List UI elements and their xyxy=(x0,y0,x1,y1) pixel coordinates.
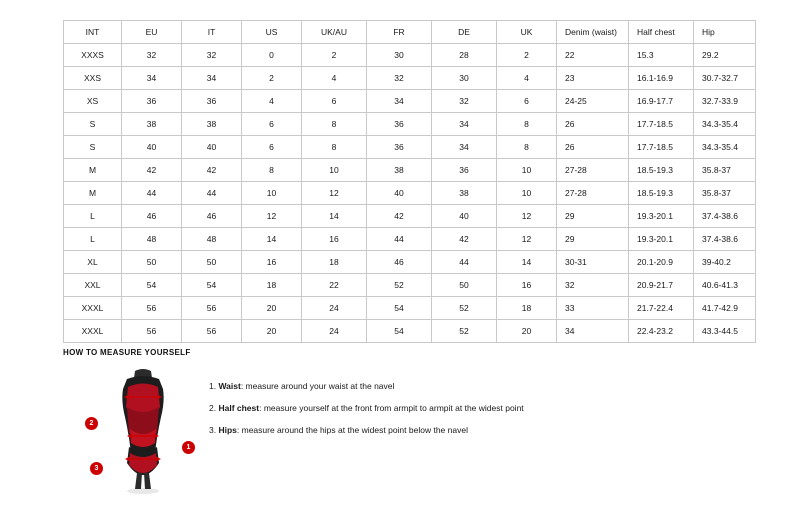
cell-it: 56 xyxy=(182,320,242,343)
cell-de: 52 xyxy=(432,320,497,343)
cell-ukau: 4 xyxy=(302,67,367,90)
measure-step-waist xyxy=(209,381,524,391)
cell-eu: 48 xyxy=(122,228,182,251)
cell-uk: 6 xyxy=(497,90,557,113)
cell-ukau: 18 xyxy=(302,251,367,274)
cell-half-chest: 18.5-19.3 xyxy=(629,159,694,182)
cell-int: L xyxy=(64,205,122,228)
cell-eu: 38 xyxy=(122,113,182,136)
cell-denim-waist: 29 xyxy=(557,228,629,251)
step-text: : measure around your waist at the navel xyxy=(240,381,395,391)
cell-half-chest: 16.9-17.7 xyxy=(629,90,694,113)
cell-us: 6 xyxy=(242,136,302,159)
mannequin-illustration xyxy=(97,367,189,495)
cell-ukau: 2 xyxy=(302,44,367,67)
cell-it: 56 xyxy=(182,297,242,320)
cell-us: 4 xyxy=(242,90,302,113)
cell-ukau: 14 xyxy=(302,205,367,228)
cell-eu: 40 xyxy=(122,136,182,159)
cell-de: 50 xyxy=(432,274,497,297)
cell-us: 20 xyxy=(242,320,302,343)
cell-denim-waist: 30-31 xyxy=(557,251,629,274)
cell-us: 10 xyxy=(242,182,302,205)
cell-fr: 46 xyxy=(367,251,432,274)
cell-hip: 37.4-38.6 xyxy=(694,228,756,251)
cell-int: S xyxy=(64,113,122,136)
cell-eu: 34 xyxy=(122,67,182,90)
cell-it: 48 xyxy=(182,228,242,251)
measure-step-half-chest xyxy=(209,403,524,413)
cell-int: XXXL xyxy=(64,297,122,320)
cell-hip: 32.7-33.9 xyxy=(694,90,756,113)
cell-de: 52 xyxy=(432,297,497,320)
table-row xyxy=(64,297,756,320)
cell-de: 36 xyxy=(432,159,497,182)
cell-half-chest: 19.3-20.1 xyxy=(629,228,694,251)
cell-int: M xyxy=(64,159,122,182)
cell-uk: 16 xyxy=(497,274,557,297)
cell-fr: 52 xyxy=(367,274,432,297)
step-term: Half chest xyxy=(218,403,260,414)
cell-fr: 36 xyxy=(367,113,432,136)
cell-denim-waist: 22 xyxy=(557,44,629,67)
cell-fr: 54 xyxy=(367,297,432,320)
table-row xyxy=(64,113,756,136)
cell-it: 36 xyxy=(182,90,242,113)
table-row xyxy=(64,251,756,274)
cell-denim-waist: 29 xyxy=(557,205,629,228)
cell-denim-waist: 34 xyxy=(557,320,629,343)
cell-us: 12 xyxy=(242,205,302,228)
cell-it: 40 xyxy=(182,136,242,159)
cell-us: 14 xyxy=(242,228,302,251)
table-row xyxy=(64,159,756,182)
cell-de: 28 xyxy=(432,44,497,67)
how-to-measure-title: HOW TO MEASURE YOURSELF xyxy=(63,348,191,357)
cell-int: S xyxy=(64,136,122,159)
cell-uk: 10 xyxy=(497,182,557,205)
cell-int: XXS xyxy=(64,67,122,90)
cell-eu: 44 xyxy=(122,182,182,205)
cell-denim-waist: 24-25 xyxy=(557,90,629,113)
table-row xyxy=(64,205,756,228)
how-to-measure-section xyxy=(63,348,743,497)
cell-eu: 56 xyxy=(122,320,182,343)
table-row xyxy=(64,182,756,205)
cell-ukau: 24 xyxy=(302,297,367,320)
cell-ukau: 8 xyxy=(302,136,367,159)
column-header-hip: Hip xyxy=(694,21,756,44)
cell-uk: 18 xyxy=(497,297,557,320)
cell-denim-waist: 32 xyxy=(557,274,629,297)
cell-it: 50 xyxy=(182,251,242,274)
step-term: Hips xyxy=(218,425,237,436)
cell-hip: 37.4-38.6 xyxy=(694,205,756,228)
measure-step-hips xyxy=(209,425,524,435)
column-header-eu: EU xyxy=(122,21,182,44)
cell-fr: 40 xyxy=(367,182,432,205)
cell-fr: 42 xyxy=(367,205,432,228)
column-header-half-chest: Half chest xyxy=(629,21,694,44)
cell-eu: 36 xyxy=(122,90,182,113)
cell-ukau: 16 xyxy=(302,228,367,251)
cell-it: 44 xyxy=(182,182,242,205)
cell-denim-waist: 26 xyxy=(557,113,629,136)
badge-waist: 1 xyxy=(182,441,195,454)
cell-fr: 30 xyxy=(367,44,432,67)
cell-int: XS xyxy=(64,90,122,113)
cell-eu: 32 xyxy=(122,44,182,67)
table-row xyxy=(64,136,756,159)
badge-hips: 3 xyxy=(90,462,103,475)
cell-fr: 44 xyxy=(367,228,432,251)
cell-denim-waist: 27-28 xyxy=(557,159,629,182)
cell-hip: 39-40.2 xyxy=(694,251,756,274)
cell-half-chest: 20.1-20.9 xyxy=(629,251,694,274)
cell-it: 46 xyxy=(182,205,242,228)
cell-ukau: 12 xyxy=(302,182,367,205)
cell-denim-waist: 26 xyxy=(557,136,629,159)
cell-ukau: 10 xyxy=(302,159,367,182)
step-text: : measure yourself at the front from armpit to armpit at the widest point xyxy=(259,403,524,414)
cell-us: 8 xyxy=(242,159,302,182)
cell-half-chest: 18.5-19.3 xyxy=(629,182,694,205)
cell-de: 42 xyxy=(432,228,497,251)
cell-hip: 30.7-32.7 xyxy=(694,67,756,90)
cell-it: 42 xyxy=(182,159,242,182)
how-to-measure-body xyxy=(63,367,743,497)
cell-fr: 54 xyxy=(367,320,432,343)
cell-half-chest: 17.7-18.5 xyxy=(629,136,694,159)
cell-denim-waist: 23 xyxy=(557,67,629,90)
table-row xyxy=(64,67,756,90)
cell-uk: 14 xyxy=(497,251,557,274)
cell-uk: 2 xyxy=(497,44,557,67)
cell-hip: 35.8-37 xyxy=(694,159,756,182)
cell-eu: 56 xyxy=(122,297,182,320)
cell-half-chest: 16.1-16.9 xyxy=(629,67,694,90)
cell-int: XL xyxy=(64,251,122,274)
cell-hip: 34.3-35.4 xyxy=(694,136,756,159)
cell-de: 32 xyxy=(432,90,497,113)
column-header-us: US xyxy=(242,21,302,44)
column-header-fr: FR xyxy=(367,21,432,44)
step-number: 3. xyxy=(209,425,217,436)
step-number: 1. xyxy=(209,381,217,391)
step-text: : measure around the hips at the widest point below the navel xyxy=(236,425,468,436)
cell-hip: 35.8-37 xyxy=(694,182,756,205)
cell-de: 38 xyxy=(432,182,497,205)
cell-it: 32 xyxy=(182,44,242,67)
cell-hip: 43.3-44.5 xyxy=(694,320,756,343)
cell-denim-waist: 27-28 xyxy=(557,182,629,205)
cell-hip: 29.2 xyxy=(694,44,756,67)
cell-us: 16 xyxy=(242,251,302,274)
cell-fr: 38 xyxy=(367,159,432,182)
table-header-row xyxy=(64,21,756,44)
cell-ukau: 24 xyxy=(302,320,367,343)
cell-us: 0 xyxy=(242,44,302,67)
cell-de: 30 xyxy=(432,67,497,90)
cell-ukau: 8 xyxy=(302,113,367,136)
cell-de: 44 xyxy=(432,251,497,274)
cell-de: 40 xyxy=(432,205,497,228)
table-row xyxy=(64,274,756,297)
cell-half-chest: 22.4-23.2 xyxy=(629,320,694,343)
column-header-it: IT xyxy=(182,21,242,44)
cell-uk: 8 xyxy=(497,136,557,159)
cell-de: 34 xyxy=(432,113,497,136)
cell-it: 38 xyxy=(182,113,242,136)
cell-ukau: 6 xyxy=(302,90,367,113)
cell-int: XXL xyxy=(64,274,122,297)
size-chart-container xyxy=(63,20,738,343)
cell-fr: 36 xyxy=(367,136,432,159)
column-header-int: INT xyxy=(64,21,122,44)
cell-us: 18 xyxy=(242,274,302,297)
size-chart-table xyxy=(63,20,756,343)
cell-uk: 20 xyxy=(497,320,557,343)
cell-eu: 42 xyxy=(122,159,182,182)
cell-int: XXXL xyxy=(64,320,122,343)
step-term: Waist xyxy=(218,381,241,391)
mannequin-figure-container xyxy=(63,367,203,497)
cell-int: M xyxy=(64,182,122,205)
table-row xyxy=(64,90,756,113)
badge-half-chest: 2 xyxy=(85,417,98,430)
cell-uk: 10 xyxy=(497,159,557,182)
cell-us: 6 xyxy=(242,113,302,136)
cell-uk: 12 xyxy=(497,205,557,228)
cell-hip: 41.7-42.9 xyxy=(694,297,756,320)
column-header-uk: UK xyxy=(497,21,557,44)
cell-eu: 46 xyxy=(122,205,182,228)
cell-ukau: 22 xyxy=(302,274,367,297)
cell-half-chest: 19.3-20.1 xyxy=(629,205,694,228)
table-row xyxy=(64,44,756,67)
column-header-denim-waist: Denim (waist) xyxy=(557,21,629,44)
cell-us: 20 xyxy=(242,297,302,320)
table-row xyxy=(64,320,756,343)
cell-uk: 8 xyxy=(497,113,557,136)
cell-half-chest: 21.7-22.4 xyxy=(629,297,694,320)
cell-it: 54 xyxy=(182,274,242,297)
cell-half-chest: 17.7-18.5 xyxy=(629,113,694,136)
column-header-de: DE xyxy=(432,21,497,44)
cell-int: XXXS xyxy=(64,44,122,67)
cell-fr: 34 xyxy=(367,90,432,113)
cell-it: 34 xyxy=(182,67,242,90)
table-row xyxy=(64,228,756,251)
measure-steps-list xyxy=(209,367,524,448)
column-header-ukau: UK/AU xyxy=(302,21,367,44)
cell-half-chest: 20.9-21.7 xyxy=(629,274,694,297)
cell-us: 2 xyxy=(242,67,302,90)
cell-hip: 40.6-41.3 xyxy=(694,274,756,297)
cell-uk: 4 xyxy=(497,67,557,90)
cell-hip: 34.3-35.4 xyxy=(694,113,756,136)
cell-denim-waist: 33 xyxy=(557,297,629,320)
cell-eu: 50 xyxy=(122,251,182,274)
step-number: 2. xyxy=(209,403,217,414)
cell-uk: 12 xyxy=(497,228,557,251)
cell-int: L xyxy=(64,228,122,251)
cell-fr: 32 xyxy=(367,67,432,90)
cell-eu: 54 xyxy=(122,274,182,297)
cell-half-chest: 15.3 xyxy=(629,44,694,67)
cell-de: 34 xyxy=(432,136,497,159)
